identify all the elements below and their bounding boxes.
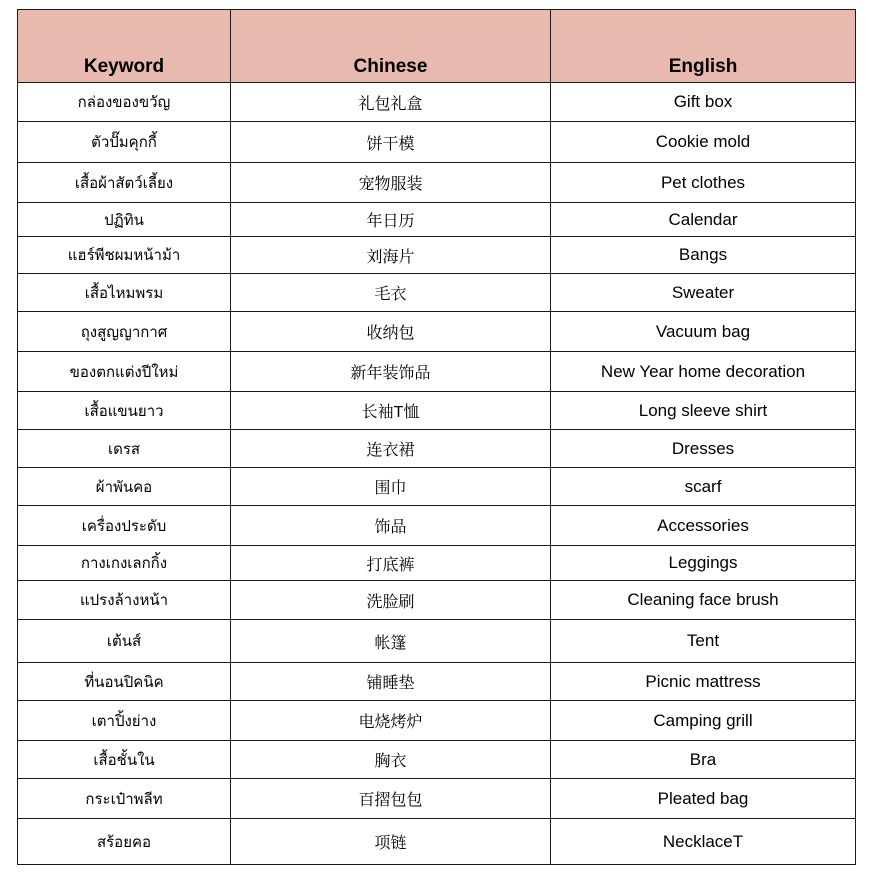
- table-row: [18, 701, 856, 741]
- english-cell: Picnic mattress: [551, 663, 856, 701]
- english-cell: Tent: [551, 620, 856, 663]
- chinese-cell: 帐篷: [231, 620, 551, 663]
- keyword-cell: ของตกแต่งปีใหม่: [18, 352, 231, 392]
- english-cell: Calendar: [551, 203, 856, 237]
- table-row: [18, 620, 856, 663]
- chinese-cell: 毛衣: [231, 274, 551, 312]
- header-chinese: Chinese: [231, 10, 551, 83]
- table-row: [18, 163, 856, 203]
- chinese-cell: 胸衣: [231, 741, 551, 779]
- chinese-cell: 礼包礼盒: [231, 83, 551, 122]
- chinese-cell: 电烧烤炉: [231, 701, 551, 741]
- chinese-cell: 刘海片: [231, 237, 551, 274]
- header-english: English: [551, 10, 856, 83]
- table-header: [18, 10, 856, 83]
- keyword-cell: เต้นส์: [18, 620, 231, 663]
- keyword-cell: เตาปิ้งย่าง: [18, 701, 231, 741]
- keyword-cell: แฮร์พีชผมหน้าม้า: [18, 237, 231, 274]
- english-cell: scarf: [551, 468, 856, 506]
- table-row: [18, 274, 856, 312]
- english-cell: Cleaning face brush: [551, 581, 856, 620]
- keyword-table: [17, 9, 856, 865]
- chinese-cell: 年日历: [231, 203, 551, 237]
- english-cell: Long sleeve shirt: [551, 392, 856, 430]
- keyword-cell: ถุงสูญญากาศ: [18, 312, 231, 352]
- header-row: [18, 10, 856, 83]
- chinese-cell: 宠物服装: [231, 163, 551, 203]
- chinese-cell: 连衣裙: [231, 430, 551, 468]
- english-cell: Dresses: [551, 430, 856, 468]
- table-body: [18, 83, 856, 865]
- english-cell: New Year home decoration: [551, 352, 856, 392]
- chinese-cell: 百摺包包: [231, 779, 551, 819]
- table-row: [18, 312, 856, 352]
- keyword-cell: กระเป๋าพลีท: [18, 779, 231, 819]
- chinese-cell: 铺睡垫: [231, 663, 551, 701]
- keyword-cell: กล่องของขวัญ: [18, 83, 231, 122]
- english-cell: Accessories: [551, 506, 856, 546]
- table-row: [18, 430, 856, 468]
- chinese-cell: 长袖T恤: [231, 392, 551, 430]
- keyword-cell: เสื้อผ้าสัตว์เลี้ยง: [18, 163, 231, 203]
- keyword-cell: ที่นอนปิคนิค: [18, 663, 231, 701]
- table-row: [18, 741, 856, 779]
- keyword-cell: เสื้อไหมพรม: [18, 274, 231, 312]
- english-cell: Sweater: [551, 274, 856, 312]
- table-row: [18, 237, 856, 274]
- table-row: [18, 468, 856, 506]
- header-keyword: Keyword: [18, 10, 231, 83]
- table-row: [18, 392, 856, 430]
- english-cell: Camping grill: [551, 701, 856, 741]
- english-cell: Bra: [551, 741, 856, 779]
- chinese-cell: 饰品: [231, 506, 551, 546]
- table-row: [18, 581, 856, 620]
- table-row: [18, 506, 856, 546]
- english-cell: Pleated bag: [551, 779, 856, 819]
- english-cell: Bangs: [551, 237, 856, 274]
- chinese-cell: 饼干模: [231, 122, 551, 163]
- chinese-cell: 项链: [231, 819, 551, 865]
- english-cell: NecklaceT: [551, 819, 856, 865]
- chinese-cell: 新年装饰品: [231, 352, 551, 392]
- table-row: [18, 546, 856, 581]
- keyword-cell: ตัวปั๊มคุกกี้: [18, 122, 231, 163]
- english-cell: Cookie mold: [551, 122, 856, 163]
- english-cell: Leggings: [551, 546, 856, 581]
- chinese-cell: 围巾: [231, 468, 551, 506]
- keyword-cell: แปรงล้างหน้า: [18, 581, 231, 620]
- english-cell: Vacuum bag: [551, 312, 856, 352]
- table-row: [18, 663, 856, 701]
- english-cell: Gift box: [551, 83, 856, 122]
- keyword-cell: สร้อยคอ: [18, 819, 231, 865]
- chinese-cell: 收纳包: [231, 312, 551, 352]
- keyword-cell: ปฏิทิน: [18, 203, 231, 237]
- table-row: [18, 819, 856, 865]
- keyword-cell: เสื้อชั้นใน: [18, 741, 231, 779]
- chinese-cell: 洗脸刷: [231, 581, 551, 620]
- table-row: [18, 779, 856, 819]
- table-row: [18, 83, 856, 122]
- table-row: [18, 352, 856, 392]
- keyword-cell: เดรส: [18, 430, 231, 468]
- chinese-cell: 打底裤: [231, 546, 551, 581]
- keyword-cell: กางเกงเลกกิ้ง: [18, 546, 231, 581]
- table-row: [18, 122, 856, 163]
- keyword-cell: เครื่องประดับ: [18, 506, 231, 546]
- keyword-cell: เสื้อแขนยาว: [18, 392, 231, 430]
- table-row: [18, 203, 856, 237]
- keyword-cell: ผ้าพันคอ: [18, 468, 231, 506]
- english-cell: Pet clothes: [551, 163, 856, 203]
